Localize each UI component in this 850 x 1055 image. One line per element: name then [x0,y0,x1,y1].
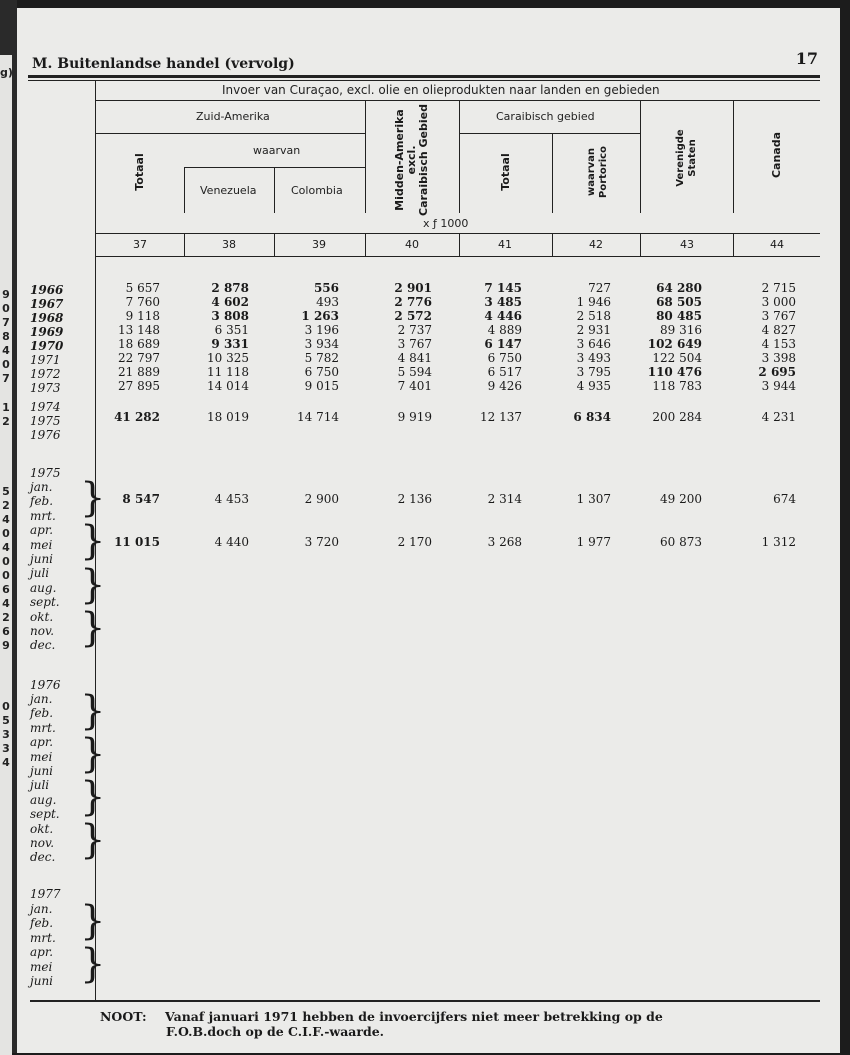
table-cell: 1 977 [576,535,611,549]
year-label-1976: 1976 [30,678,61,692]
edge-char: 4 [2,344,10,357]
col-midden-line: Midden-Amerika [393,109,406,211]
month-label: jan. [30,480,53,494]
table-cell: 4 889 [487,323,522,337]
table-cell: 10 325 [207,351,249,365]
table-cell: 3 767 [761,309,796,323]
zuid-amerika-rule [95,133,365,134]
table-cell: 7 145 [484,281,522,295]
month-label: mei [30,749,53,764]
col-divider [274,233,275,256]
col-vs-line: Staten [687,139,698,177]
bottom-rule [30,1000,820,1002]
group-caraibisch: Caraibisch gebied [496,110,595,123]
edge-char: 6 [2,625,10,638]
edge-char: 1 [2,401,10,414]
table-cell: 2 314 [487,492,522,506]
table-cell: 1 263 [301,309,339,323]
table-cell: 14 714 [297,410,339,424]
month-label: mei [30,959,53,974]
col-divider [274,167,275,213]
table-cell: 6 750 [304,365,339,379]
table-cell: 49 200 [660,492,702,506]
table-cell: 2 695 [758,365,796,379]
table-cell: 80 485 [656,309,702,323]
table-cell: 8 547 [122,492,160,506]
table-cell: 3 485 [484,295,522,309]
table-cell: 4 440 [214,535,249,549]
table-cell: 12 137 [480,410,522,424]
table-cell: 102 649 [647,337,702,351]
col-divider [184,167,185,213]
quarter-brace: } [80,688,106,734]
table-cell: 4 231 [761,410,796,424]
edge-char: 7 [2,316,10,329]
table-cell: 1 312 [761,535,796,549]
edge-char: 7 [2,372,10,385]
header-rule [95,100,820,101]
month-label: aug. [30,792,57,807]
col-number: 40 [405,238,419,251]
colnum-top-rule [95,233,820,234]
caraibisch-rule [460,133,640,134]
quarter-brace: } [80,518,106,564]
table-cell: 9 426 [487,379,522,393]
table-cell: 6 750 [487,351,522,365]
page-title: M. Buitenlandse handel (vervolg) [32,56,295,72]
col-totaal2: Totaal [499,153,512,191]
month-label: okt. [30,609,54,624]
month-label: okt. [30,821,54,836]
table-cell: 2 901 [394,281,432,295]
table-cell: 200 284 [652,410,702,424]
year-label: 1973 [30,381,61,395]
month-label: feb. [30,916,54,931]
table-cell: 14 014 [207,379,249,393]
table-cell: 3 767 [397,337,432,351]
month-label: mrt. [30,720,56,735]
table-cell: 727 [588,281,611,295]
year-label: 1966 [30,283,64,297]
table-cell: 3 944 [761,379,796,393]
edge-char: 4 [2,541,10,554]
waarvan-rule [185,167,365,168]
quarter-brace: } [80,562,106,608]
table-cell: 68 505 [656,295,702,309]
previous-page-edge [0,55,12,1055]
table-cell: 6 517 [487,365,522,379]
table-cell: 118 783 [652,379,702,393]
table-cell: 9 015 [304,379,339,393]
table-cell: 9 118 [125,309,160,323]
month-label: jan. [30,692,53,706]
col-midden-line: Caraibisch Gebied [417,104,430,216]
table-cell: 41 282 [114,410,160,424]
col-number: 42 [589,238,603,251]
edge-char: 5 [2,485,10,498]
month-label: feb. [30,706,54,721]
table-cell: 2 170 [397,535,432,549]
unit-label: x ƒ 1000 [423,217,469,230]
table-cell: 2 776 [394,295,432,309]
quarter-brace: } [80,731,106,777]
table-cell: 1 307 [576,492,611,506]
table-cell: 556 [313,281,339,295]
quarter-brace: } [80,605,106,651]
col-vs [675,129,699,186]
col-canada: Canada [770,131,783,179]
table-cell: 18 689 [118,337,160,351]
col-colombia: Colombia [291,184,343,197]
table-cell: 2 715 [761,281,796,295]
quarter-brace: } [80,475,106,521]
col-divider [552,133,553,213]
table-cell: 6 351 [214,323,249,337]
table-cell: 2 737 [397,323,432,337]
edge-char: 0 [2,302,10,315]
waarvan-label: waarvan [253,144,301,157]
footnote-line1: Vanaf januari 1971 hebben de invoercijfers niet meer betrekking op de [165,1009,663,1024]
table-cell: 64 280 [656,281,702,295]
table-cell: 9 919 [397,410,432,424]
footnote [100,1009,663,1039]
month-label: aug. [30,580,57,595]
table-cell: 18 019 [207,410,249,424]
month-label: juni [30,552,54,566]
table-cell: 60 873 [660,535,702,549]
year-label: 1969 [30,325,64,339]
table-cell: 11 118 [207,365,249,379]
table-cell: 5 782 [304,351,339,365]
month-label: mei [30,537,53,552]
col-divider [459,233,460,256]
table-cell: 3 268 [487,535,522,549]
col-divider [365,233,366,256]
edge-char: 3 [2,742,10,755]
month-label: sept. [30,807,60,822]
col-portorico-line: waarvan [586,147,597,197]
footnote-line2: F.O.B.doch op de C.I.F.-waarde. [166,1024,385,1039]
table-cell: 2 931 [576,323,611,337]
col-divider [733,233,734,256]
footnote-label: NOOT: [100,1009,147,1024]
edge-char: 5 [2,714,10,727]
table-cell: 27 895 [118,379,160,393]
table-cell: 122 504 [652,351,702,365]
month-label: mrt. [30,930,56,945]
month-label: juli [30,778,50,793]
year-label: 1971 [30,353,61,367]
month-label: mrt. [30,508,56,523]
table-cell: 3 720 [304,535,339,549]
quarter-brace: } [80,774,106,820]
col-vs-line: Verenigde [675,129,686,187]
table-cell: 2 136 [397,492,432,506]
table-cell: 2 878 [211,281,249,295]
col-portorico [586,146,610,198]
col-number: 39 [312,238,326,251]
edge-char: 0 [2,569,10,582]
col-midden-line: excl. [405,145,418,175]
table-cell: 3 196 [304,323,339,337]
table-cell: 4 453 [214,492,249,506]
edge-char: 0 [2,700,10,713]
col-number: 41 [498,238,512,251]
edge-char: 0 [2,358,10,371]
table-cell: 2 572 [394,309,432,323]
month-label: dec. [30,638,56,653]
year-label: 1968 [30,311,64,325]
year-label: 1967 [30,297,64,311]
table-cell: 11 015 [114,535,160,549]
year-label: 1975 [30,414,61,428]
edge-char: 4 [2,597,10,610]
month-label: jan. [30,902,53,916]
table-cell: 3 934 [304,337,339,351]
month-label: juli [30,566,50,581]
col-venezuela: Venezuela [200,184,257,197]
table-cell: 3 808 [211,309,249,323]
col-divider [459,100,460,213]
year-label: 1970 [30,339,64,353]
group-zuid-amerika: Zuid-Amerika [196,110,270,123]
col-midden-amerika [394,104,430,216]
table-cell: 5 657 [125,281,160,295]
month-label: juni [30,974,54,988]
edge-char: 8 [2,330,10,343]
col-number: 37 [133,238,147,251]
table-cell: 6 147 [484,337,522,351]
edge-char: 2 [2,415,10,428]
edge-char: 9 [2,639,10,652]
table-cell: 13 148 [118,323,160,337]
colnum-bottom-rule [95,256,820,257]
table-cell: 1 946 [576,295,611,309]
table-cell: 7 401 [397,379,432,393]
edge-char: 6 [2,583,10,596]
quarter-brace: } [80,941,106,987]
year-label: 1972 [30,367,61,381]
col-divider [552,233,553,256]
col-divider [733,100,734,213]
year-label: 1976 [30,428,61,442]
table-cell: 3 398 [761,351,796,365]
table-cell: 89 316 [660,323,702,337]
edge-char: 2 [2,499,10,512]
month-label: apr. [30,945,54,960]
year-label-1977: 1977 [30,887,61,901]
col-divider [640,233,641,256]
table-cell: 4 935 [576,379,611,393]
table-cell: 4 153 [761,337,796,351]
quarter-brace: } [80,817,106,863]
month-label: dec. [30,850,56,865]
table-cell: 21 889 [118,365,160,379]
col-totaal: Totaal [133,153,146,191]
month-label: apr. [30,735,54,750]
table-cell: 9 331 [211,337,249,351]
top-rule [28,75,820,78]
col-portorico-line: Portorico [598,146,609,198]
table-cell: 3 493 [576,351,611,365]
edge-char: 2 [2,611,10,624]
table-cell: 493 [316,295,339,309]
table-cell: 22 797 [118,351,160,365]
edge-char: 0 [2,555,10,568]
month-label: juni [30,764,54,778]
top-rule-thin [28,80,820,81]
month-label: apr. [30,523,54,538]
edge-char: 4 [2,513,10,526]
month-label: feb. [30,494,54,509]
col-number: 44 [770,238,784,251]
table-cell: 110 476 [647,365,702,379]
table-cell: 6 834 [573,410,611,424]
table-cell: 4 602 [211,295,249,309]
year-label-1975: 1975 [30,466,61,480]
col-number: 38 [222,238,236,251]
main-header: Invoer van Curaçao, excl. olie en olieprodukten naar landen en gebieden [222,83,660,97]
table-cell: 4 827 [761,323,796,337]
month-label: nov. [30,624,55,638]
col-number: 43 [680,238,694,251]
edge-char: 3 [2,728,10,741]
edge-char: 0 [2,527,10,540]
table-cell: 674 [773,492,796,506]
table-cell: 3 795 [576,365,611,379]
edge-char: 9 [2,288,10,301]
table-cell: 4 446 [484,309,522,323]
col-divider [184,233,185,256]
month-label: nov. [30,836,55,850]
table-cell: 5 594 [397,365,432,379]
quarter-brace: } [80,898,106,944]
year-label: 1974 [30,400,61,414]
month-label: sept. [30,595,60,610]
col-divider [365,100,366,213]
edge-char: 4 [2,756,10,769]
page-number: 17 [795,49,818,68]
table-cell: 4 841 [397,351,432,365]
table-cell: 2 900 [304,492,339,506]
table-cell: 7 760 [125,295,160,309]
table-cell: 3 646 [576,337,611,351]
table-cell: 3 000 [761,295,796,309]
col-divider [640,100,641,213]
edge-char: g) [0,66,13,79]
table-cell: 2 518 [576,309,611,323]
